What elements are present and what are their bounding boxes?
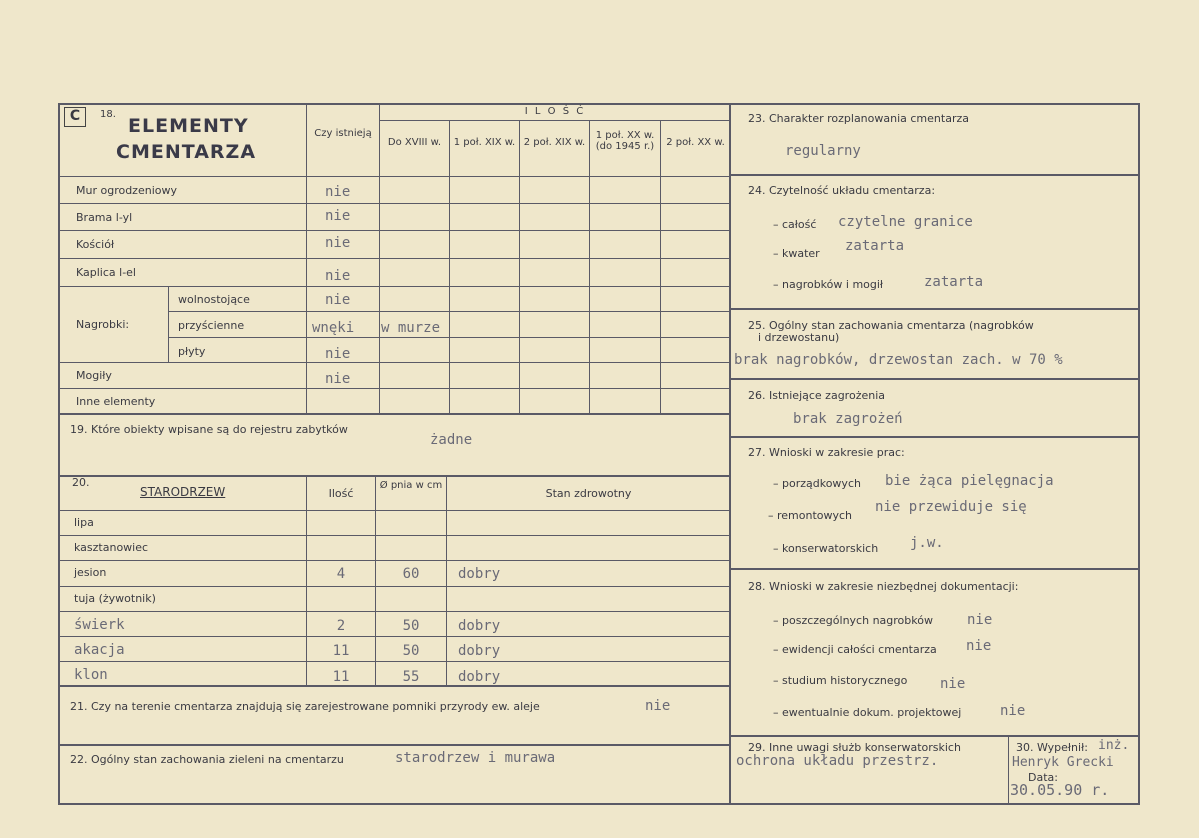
legibility-item-label: – całość [773, 218, 817, 231]
section-20-number: 20. [72, 476, 90, 489]
period-header-1-xx: 1 poł. XX w. (do 1945 r.) [595, 130, 655, 152]
tree-diameter-header: Ø pnia w cm [379, 480, 443, 491]
tree-health-value: dobry [458, 669, 501, 685]
form-letter-box [64, 107, 86, 127]
element-exists-value: nie [325, 208, 351, 224]
section-29-value: ochrona układu przestrz. [736, 753, 939, 769]
element-exists-value: nie [325, 346, 351, 362]
legibility-item-value: zatarta [845, 238, 905, 254]
tree-species: jesion [74, 566, 107, 579]
element-label: Inne elementy [76, 395, 156, 408]
section-19-label: 19. Które obiekty wpisane są do rejestru zabytków [70, 423, 348, 436]
section-25-label-line1: 25. Ogólny stan zachowania cmentarza (nagrobków [748, 319, 1034, 332]
element-exists-value: nie [325, 292, 351, 308]
documentation-item-value: nie [1000, 703, 1026, 719]
element-exists-value: nie [325, 371, 351, 387]
element-exists-value: wnęki [312, 320, 355, 336]
tree-qty-header: Ilość [328, 487, 354, 500]
element-label: Mur ogrodzeniowy [76, 184, 177, 197]
works-item-value: j.w. [910, 535, 944, 551]
element-label: Brama l-yl [76, 211, 133, 224]
section-22-label: 22. Ogólny stan zachowania zieleni na cmentarzu [70, 753, 344, 766]
section-27-label: 27. Wnioski w zakresie prac: [748, 446, 905, 459]
date-value: 30.05.90 r. [1010, 781, 1110, 799]
section-22-value: starodrzew i murawa [395, 750, 556, 766]
quantity-header: I L O Ś Ć [524, 106, 586, 117]
tree-diameter-value: 50 [402, 643, 420, 659]
works-item-label: – remontowych [768, 509, 853, 522]
section-18-title-line1: ELEMENTY [128, 115, 249, 137]
element-label: Kościół [76, 238, 115, 251]
element-label: wolnostojące [178, 293, 250, 306]
works-item-value: nie przewiduje się [875, 499, 1027, 515]
section-24-label: 24. Czytelność układu cmentarza: [748, 184, 936, 197]
documentation-item-value: nie [966, 638, 992, 654]
section-30-label: 30. Wypełnił: [1016, 741, 1088, 754]
tree-diameter-value: 55 [402, 669, 420, 685]
element-exists-value: nie [325, 268, 351, 284]
section-23-value: regularny [785, 143, 861, 159]
section-29-label: 29. Inne uwagi służb konserwatorskich [748, 741, 961, 754]
section-20-title: STARODRZEW [140, 485, 226, 499]
documentation-item-label: – studium historycznego [773, 674, 908, 687]
tree-diameter-value: 60 [402, 566, 420, 582]
legibility-item-label: – kwater [773, 247, 820, 260]
section-23-label: 23. Charakter rozplanowania cmentarza [748, 112, 969, 125]
section-21-label: 21. Czy na terenie cmentarza znajdują się zarejestrowane pomniki przyrody ew. aleje [70, 700, 540, 713]
tree-health-value: dobry [458, 618, 501, 634]
tree-qty-value: 11 [332, 669, 350, 685]
works-item-value: bie żąca pielęgnacja [885, 473, 1054, 489]
period-header-2-xx: 2 poł. XX w. [666, 137, 725, 148]
tree-qty-value: 2 [336, 618, 346, 634]
date-label: Data: [1028, 771, 1058, 784]
section-25-value: brak nagrobków, drzewostan zach. w 70 % [734, 352, 1063, 368]
legibility-item-value: zatarta [924, 274, 984, 290]
section-18-number: 18. [100, 109, 116, 120]
element-label: przyścienne [178, 319, 245, 332]
element-note-value: w murze [381, 320, 441, 336]
documentation-item-value: nie [967, 612, 993, 628]
tree-species: świerk [74, 617, 125, 633]
period-header-1-xix: 1 poł. XIX w. [453, 137, 516, 148]
works-item-label: – porządkowych [773, 477, 861, 490]
tree-health-value: dobry [458, 566, 501, 582]
section-18-title-line2: CMENTARZA [116, 141, 257, 163]
tree-species: tuja (żywotnik) [74, 592, 156, 605]
tree-diameter-value: 50 [402, 618, 420, 634]
documentation-item-value: nie [940, 676, 966, 692]
element-exists-value: nie [325, 235, 351, 251]
section-26-value: brak zagrożeń [793, 411, 903, 427]
element-label: płyty [178, 345, 206, 358]
tree-species: klon [74, 667, 108, 683]
tree-species: akacja [74, 642, 125, 658]
legibility-item-value: czytelne granice [838, 214, 973, 230]
tree-health-value: dobry [458, 643, 501, 659]
tree-species: lipa [74, 516, 94, 529]
tree-qty-value: 4 [336, 566, 346, 582]
element-exists-value: nie [325, 184, 351, 200]
tree-qty-value: 11 [332, 643, 350, 659]
documentation-item-label: – poszczególnych nagrobków [773, 614, 933, 627]
period-header-2-xix: 2 poł. XIX w. [523, 137, 586, 148]
section-21-value: nie [645, 698, 671, 714]
documentation-item-label: – ewentualnie dokum. projektowej [773, 706, 962, 719]
tree-health-header: Stan zdrowotny [545, 487, 632, 500]
documentation-item-label: – ewidencji całości cmentarza [773, 643, 937, 656]
works-item-label: – konserwatorskich [773, 542, 879, 555]
section-28-label: 28. Wnioski w zakresie niezbędnej dokumentacji: [748, 580, 1019, 593]
section-19-value: żadne [430, 432, 473, 448]
filled-by-name: Henryk Grecki [1012, 755, 1114, 770]
exists-column-header: Czy istnieją [314, 128, 372, 139]
legibility-item-label: – nagrobków i mogił [773, 278, 884, 291]
element-label: Mogiły [76, 369, 112, 382]
period-header-xviii: Do XVIII w. [387, 137, 442, 148]
gravestones-group-label: Nagrobki: [76, 318, 130, 331]
form-letter: C [69, 108, 81, 124]
section-26-label: 26. Istniejące zagrożenia [748, 389, 886, 402]
filled-by-title: inż. [1098, 738, 1130, 753]
section-25-label-line2: i drzewostanu) [758, 331, 840, 344]
tree-species: kasztanowiec [74, 541, 149, 554]
element-label: Kaplica l-el [76, 266, 136, 279]
